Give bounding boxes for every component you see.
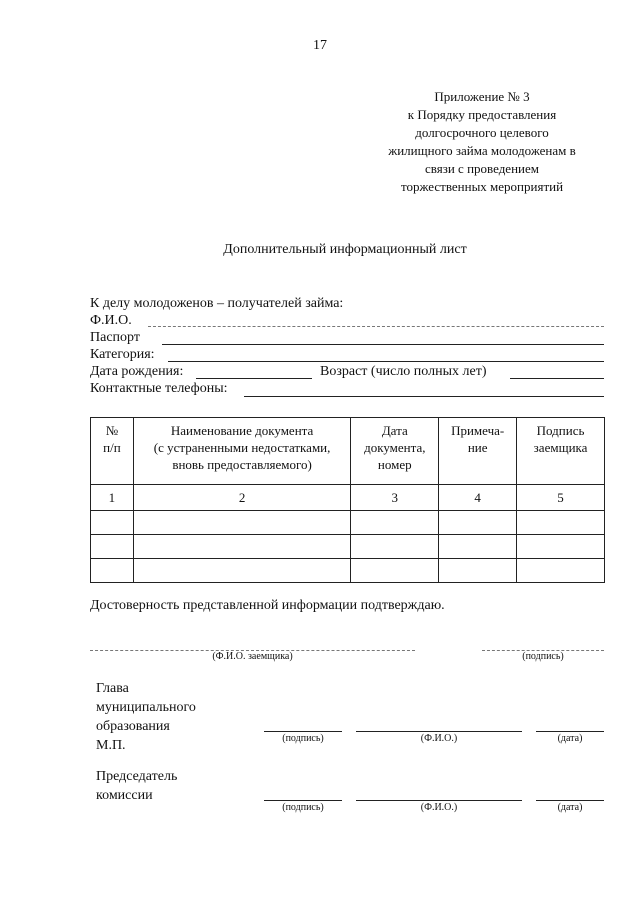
- appendix-line: торжественных мероприятий: [400, 179, 564, 194]
- appendix-line: к Порядку предоставления: [407, 107, 557, 122]
- table-cell[interactable]: [91, 535, 134, 559]
- category-label: Категория:: [90, 347, 155, 362]
- header-signature: Подпись заемщика: [517, 418, 605, 485]
- table-row: [91, 535, 605, 559]
- appendix-line: связи с проведением: [425, 161, 539, 176]
- table-cell[interactable]: [439, 559, 517, 583]
- column-number: 1: [91, 485, 134, 511]
- table-cell[interactable]: [133, 511, 350, 535]
- table-cell[interactable]: [351, 511, 439, 535]
- appendix-line: долгосрочного целевого: [415, 125, 549, 140]
- table-cell[interactable]: [91, 559, 134, 583]
- chairman-signature-caption: (подпись): [282, 802, 324, 813]
- borrower-fio-caption: (Ф.И.О. заемщика): [212, 651, 293, 662]
- head-line: Глава: [96, 681, 129, 696]
- chairman-block: [96, 767, 177, 805]
- birth-date-label: Дата рождения:: [90, 364, 184, 379]
- age-label: Возраст (число полных лет): [320, 364, 487, 379]
- chairman-date-line[interactable]: [536, 800, 604, 801]
- phones-field-line[interactable]: [244, 396, 604, 397]
- head-block: [96, 679, 196, 755]
- chairman-fio-line[interactable]: [356, 800, 522, 801]
- stamp-place: М.П.: [96, 738, 126, 753]
- chairman-date-caption: (дата): [557, 802, 583, 813]
- confirmation-text: Достоверность представленной информации подтверждаю.: [90, 598, 445, 613]
- table-cell[interactable]: [91, 511, 134, 535]
- head-signature-caption: (подпись): [282, 733, 324, 744]
- column-number: 2: [133, 485, 350, 511]
- table-cell[interactable]: [351, 559, 439, 583]
- fio-field-line[interactable]: [148, 326, 604, 327]
- table-row: [91, 559, 605, 583]
- column-number: 5: [517, 485, 605, 511]
- table-cell[interactable]: [517, 511, 605, 535]
- table-cell[interactable]: [439, 511, 517, 535]
- fio-label: Ф.И.О.: [90, 313, 132, 328]
- table-cell[interactable]: [439, 535, 517, 559]
- form-intro: К делу молодоженов – получателей займа:: [90, 296, 344, 311]
- table-row: [91, 511, 605, 535]
- passport-field-line[interactable]: [162, 344, 604, 345]
- appendix-block: [332, 88, 632, 196]
- chairman-line: Председатель: [96, 769, 178, 784]
- borrower-signature-caption: (подпись): [522, 651, 564, 662]
- column-number: 3: [351, 485, 439, 511]
- header-note: Примеча- ние: [439, 418, 517, 485]
- head-date-line[interactable]: [536, 731, 604, 732]
- head-line: муниципального: [96, 700, 196, 715]
- table-cell[interactable]: [517, 535, 605, 559]
- table-cell[interactable]: [351, 535, 439, 559]
- table-header-row: [91, 418, 605, 485]
- column-number: 4: [439, 485, 517, 511]
- appendix-line: Приложение № 3: [434, 89, 530, 104]
- table-cell[interactable]: [133, 535, 350, 559]
- chairman-fio-caption: (Ф.И.О.): [420, 802, 458, 813]
- chairman-line: комиссии: [96, 788, 153, 803]
- birth-date-field-line[interactable]: [196, 378, 312, 379]
- header-document-date: Дата документа, номер: [351, 418, 439, 485]
- page-number: 17: [313, 38, 327, 53]
- header-document-name: Наименование документа (с устраненными недостатками, вновь предоставляемого): [133, 418, 350, 485]
- appendix-line: жилищного займа молодоженам в: [388, 143, 576, 158]
- category-field-line[interactable]: [168, 361, 604, 362]
- head-fio-line[interactable]: [356, 731, 522, 732]
- document-title: Дополнительный информационный лист: [223, 242, 467, 257]
- head-signature-line[interactable]: [264, 731, 342, 732]
- table-cell[interactable]: [517, 559, 605, 583]
- head-fio-caption: (Ф.И.О.): [420, 733, 458, 744]
- age-field-line[interactable]: [510, 378, 604, 379]
- header-number: № п/п: [91, 418, 134, 485]
- passport-label: Паспорт: [90, 330, 140, 345]
- phones-label: Контактные телефоны:: [90, 381, 228, 396]
- documents-table: [90, 417, 605, 583]
- head-line: образования: [96, 719, 170, 734]
- table-cell[interactable]: [133, 559, 350, 583]
- table-number-row: [91, 485, 605, 511]
- chairman-signature-line[interactable]: [264, 800, 342, 801]
- head-date-caption: (дата): [557, 733, 583, 744]
